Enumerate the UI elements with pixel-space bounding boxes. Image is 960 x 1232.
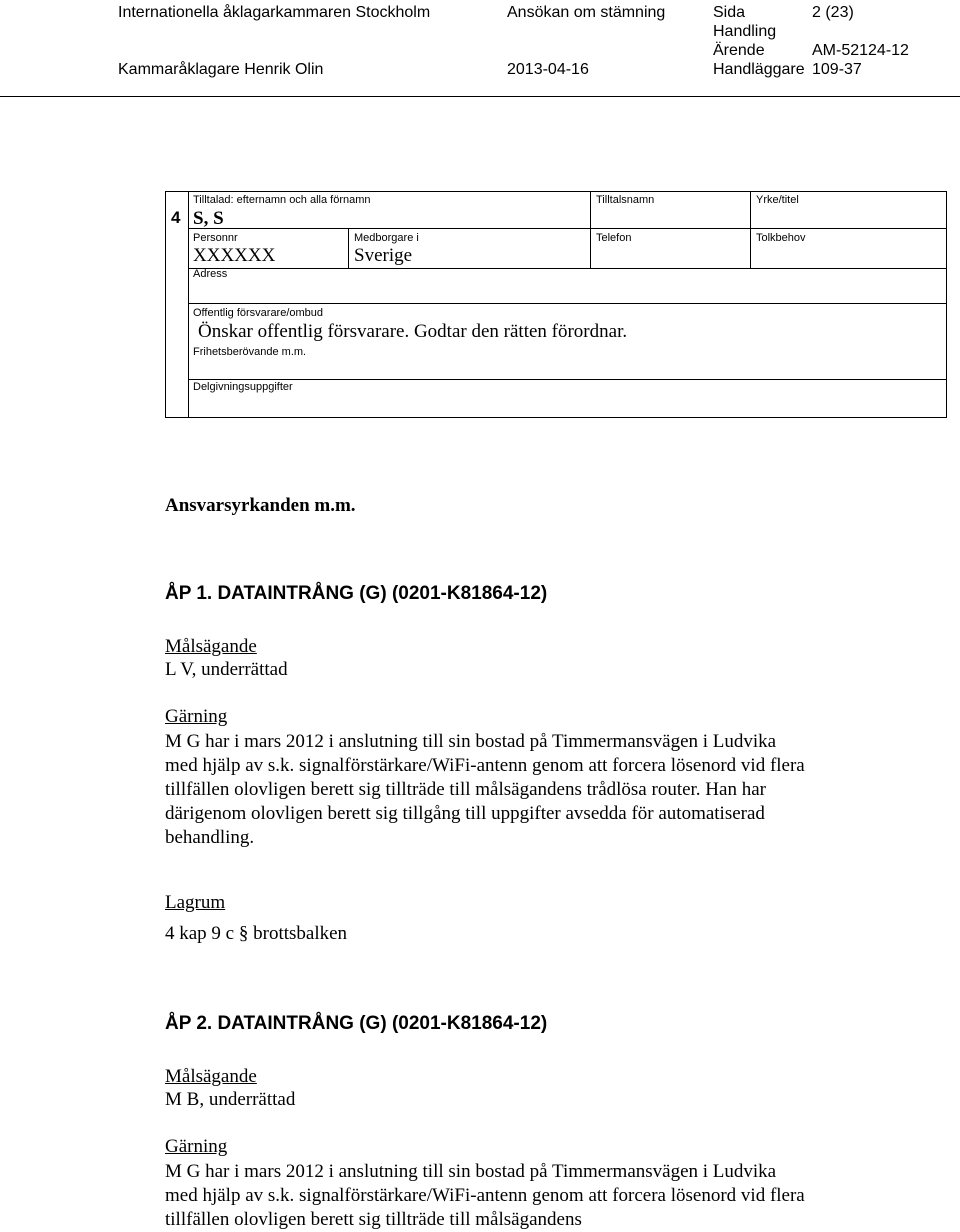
header-handlaggare-label: Handläggare bbox=[713, 61, 805, 78]
count-2-garning-text: M G har i mars 2012 i anslutning till sin bostad på Timmermansvägen i Ludvika med hjälp av s.k. signalförstärkare/WiFi-antenn genom att forcera lösenord vid flera tillfällen olovligen berett sig tillträde till målsägandens bbox=[165, 1161, 805, 1230]
header-doc-type: Ansökan om stämning bbox=[507, 4, 666, 21]
header-arende-label: Ärende bbox=[713, 42, 765, 59]
party-telefon-label: Telefon bbox=[596, 232, 632, 244]
header-sida-label: Sida bbox=[713, 4, 746, 21]
party-tilltalsnamn-label: Tilltalsnamn bbox=[596, 194, 655, 206]
count-1-malsagande-value: L V, underrättad bbox=[165, 659, 288, 680]
count-1-title: ÅP 1. DATAINTRÅNG (G) (0201-K81864-12) bbox=[165, 583, 548, 604]
count-2-malsagande-label: Målsägande bbox=[165, 1066, 257, 1087]
party-yrke-label: Yrke/titel bbox=[756, 194, 799, 206]
party-medborgare-label: Medborgare i bbox=[354, 232, 419, 244]
party-col-divider-telefon bbox=[590, 191, 591, 268]
party-row-divider-name bbox=[188, 228, 590, 229]
party-number-column-divider bbox=[188, 191, 189, 418]
party-personnr-label: Personnr bbox=[193, 232, 238, 244]
count-1-lagrum-value: 4 kap 9 c § brottsbalken bbox=[165, 923, 348, 944]
count-1-malsagande-label: Målsägande bbox=[165, 636, 257, 657]
party-col-divider-yrke bbox=[750, 191, 751, 268]
count-2-garning-label: Gärning bbox=[165, 1136, 228, 1157]
party-medborgare-value: Sverige bbox=[354, 245, 413, 266]
party-delgivning-label: Delgivningsuppgifter bbox=[193, 381, 293, 393]
header-org: Internationella åklagarkammaren Stockholm bbox=[118, 4, 431, 21]
party-adress-label: Adress bbox=[193, 268, 228, 280]
count-2-title: ÅP 2. DATAINTRÅNG (G) (0201-K81864-12) bbox=[165, 1013, 548, 1034]
party-row-divider-medborgare bbox=[348, 268, 947, 269]
ansvar-title: Ansvarsyrkanden m.m. bbox=[165, 495, 356, 516]
header-divider bbox=[0, 96, 960, 97]
header-handling-label: Handling bbox=[713, 23, 777, 40]
count-1-lagrum-label: Lagrum bbox=[165, 892, 226, 913]
party-forsvarare-label: Offentlig försvarare/ombud bbox=[193, 307, 324, 319]
header-handlaggare-value: 109-37 bbox=[812, 61, 862, 78]
header-sida-value: 2 (23) bbox=[812, 4, 854, 21]
party-tolkbehov-label: Tolkbehov bbox=[756, 232, 806, 244]
header-arende-value: AM-52124-12 bbox=[812, 42, 909, 59]
party-number: 4 bbox=[171, 208, 181, 227]
party-name-value: S, S bbox=[193, 208, 224, 229]
party-name-label: Tilltalad: efternamn och alla förnamn bbox=[193, 194, 371, 206]
party-section-divider-2 bbox=[188, 379, 947, 380]
party-col-divider-medborgare bbox=[348, 228, 349, 268]
party-frihet-label: Frihetsberövande m.m. bbox=[193, 346, 307, 358]
count-1-garning-text: M G har i mars 2012 i anslutning till sin bostad på Timmermansvägen i Ludvika med hjälp av s.k. signalförstärkare/WiFi-antenn genom att forcera lösenord vid flera tillfällen olovligen berett sig tillträde till målsägandens trådlösa router. Han har därigenom olovligen berett sig tillgång till uppgifter avsedda för automatiserad behandling. bbox=[165, 731, 805, 848]
party-section-divider-1 bbox=[188, 303, 947, 304]
party-personnr-value: XXXXXX bbox=[193, 245, 276, 266]
count-1-garning-label: Gärning bbox=[165, 706, 228, 727]
party-row-divider-tilltal bbox=[590, 228, 947, 229]
header-prosecutor: Kammaråklagare Henrik Olin bbox=[118, 61, 324, 78]
party-forsvarare-value: Önskar offentlig försvarare. Godtar den rätten förordnar. bbox=[198, 321, 628, 342]
header-date: 2013-04-16 bbox=[507, 61, 589, 78]
count-2-malsagande-value: M B, underrättad bbox=[165, 1089, 296, 1110]
